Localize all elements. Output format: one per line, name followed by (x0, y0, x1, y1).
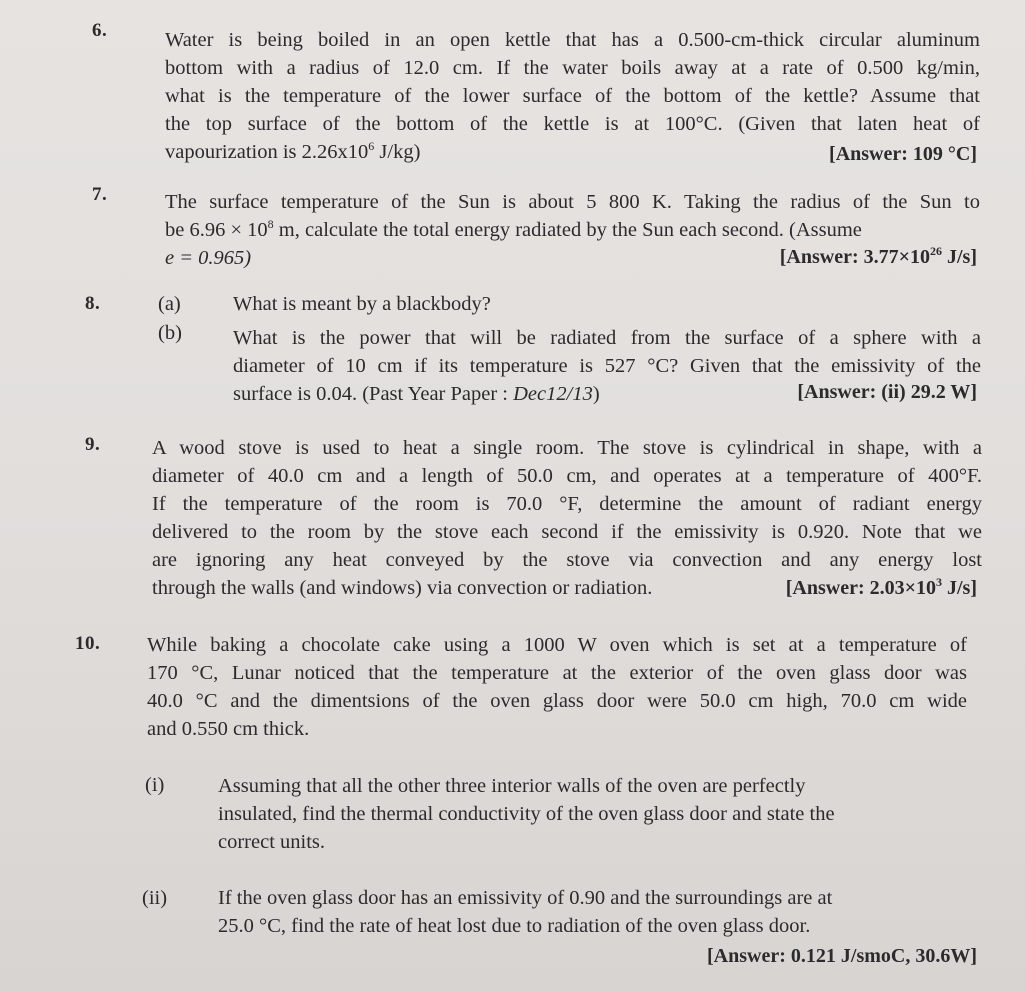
question-text: The surface temperature of the Sun is about 5 800 K. Taking the radius of the Sun to be $6.96 \times 10^8$ m, calculate the total energy radiated by the Sun each second. (Assume e = 0.965) (165, 191, 980, 269)
part-text: What is the power that will be radiated from the surface of a sphere with a diameter of 10 cm if its temperature is 527 °C? Given that the emissivity of the surface is 0.04. (Past Year Paper : Dec12/13) (233, 327, 981, 405)
question-text: A wood stove is used to heat a single room. The stove is cylindrical in shape, with a diameter of 40.0 cm and a length of 50.0 cm, and operates at a temperature of 400°F. If the temperature of the room is 70.0 °F, determine the amount of radiant energy delivered to the room by the stove each second if the emissivity is 0.920. Note that we are ignoring any heat conveyed by the stove via convection and any energy lost through the walls (and windows) via convection or radiation. (152, 437, 982, 599)
part-text: Assuming that all the other three interior walls of the oven are perfectly insulated, find the thermal conductivity of the oven glass door and state the correct units. (218, 775, 835, 853)
question-number: 10. (75, 633, 101, 654)
part-text: What is meant by a blackbody? (233, 293, 491, 315)
part-label: (i) (145, 774, 165, 796)
answer: [Answer: 0.121 J/smoC, 30.6W] (707, 945, 977, 967)
question-number: 9. (85, 434, 101, 455)
answer: [Answer: $3.77\times 10^{26}$ J/s] (779, 244, 977, 268)
question-number: 6. (92, 20, 108, 41)
part-label: (a) (158, 293, 181, 315)
answer: [Answer: $2.03\times 10^3$ J/s] (785, 575, 977, 599)
part-label: (ii) (142, 887, 168, 909)
question-text: While baking a chocolate cake using a 1000 W oven which is set at a temperature of 170 °C, Lunar noticed that the temperature at the exterior of the oven glass door was 40.0 °C and the dimentsions of the oven glass door were 50.0 cm high, 70.0 cm wide and 0.550 cm thick. (147, 634, 967, 740)
part-label: (b) (158, 322, 182, 344)
question-number: 8. (85, 293, 101, 314)
part-text: If the oven glass door has an emissivity of 0.90 and the surroundings are at 25.0 °C, find the rate of heat lost due to radiation of the oven glass door. (218, 887, 833, 937)
question-number: 7. (92, 184, 108, 205)
answer: [Answer: (ii) 29.2 W] (797, 381, 977, 403)
question-text: Water is being boiled in an open kettle that has a 0.500-cm-thick circular aluminum bottom with a radius of 12.0 cm. If the water boils away at a rate of 0.500 kg/min, what is the temperature of the lower surface of the bottom of the kettle? Assume that the top surface of the bottom of the kettle is at 100°C. (Given that laten heat of vapourization is $2.26x10^6$ J/kg) (165, 29, 980, 163)
answer: [Answer: 109 °C] (829, 143, 977, 165)
